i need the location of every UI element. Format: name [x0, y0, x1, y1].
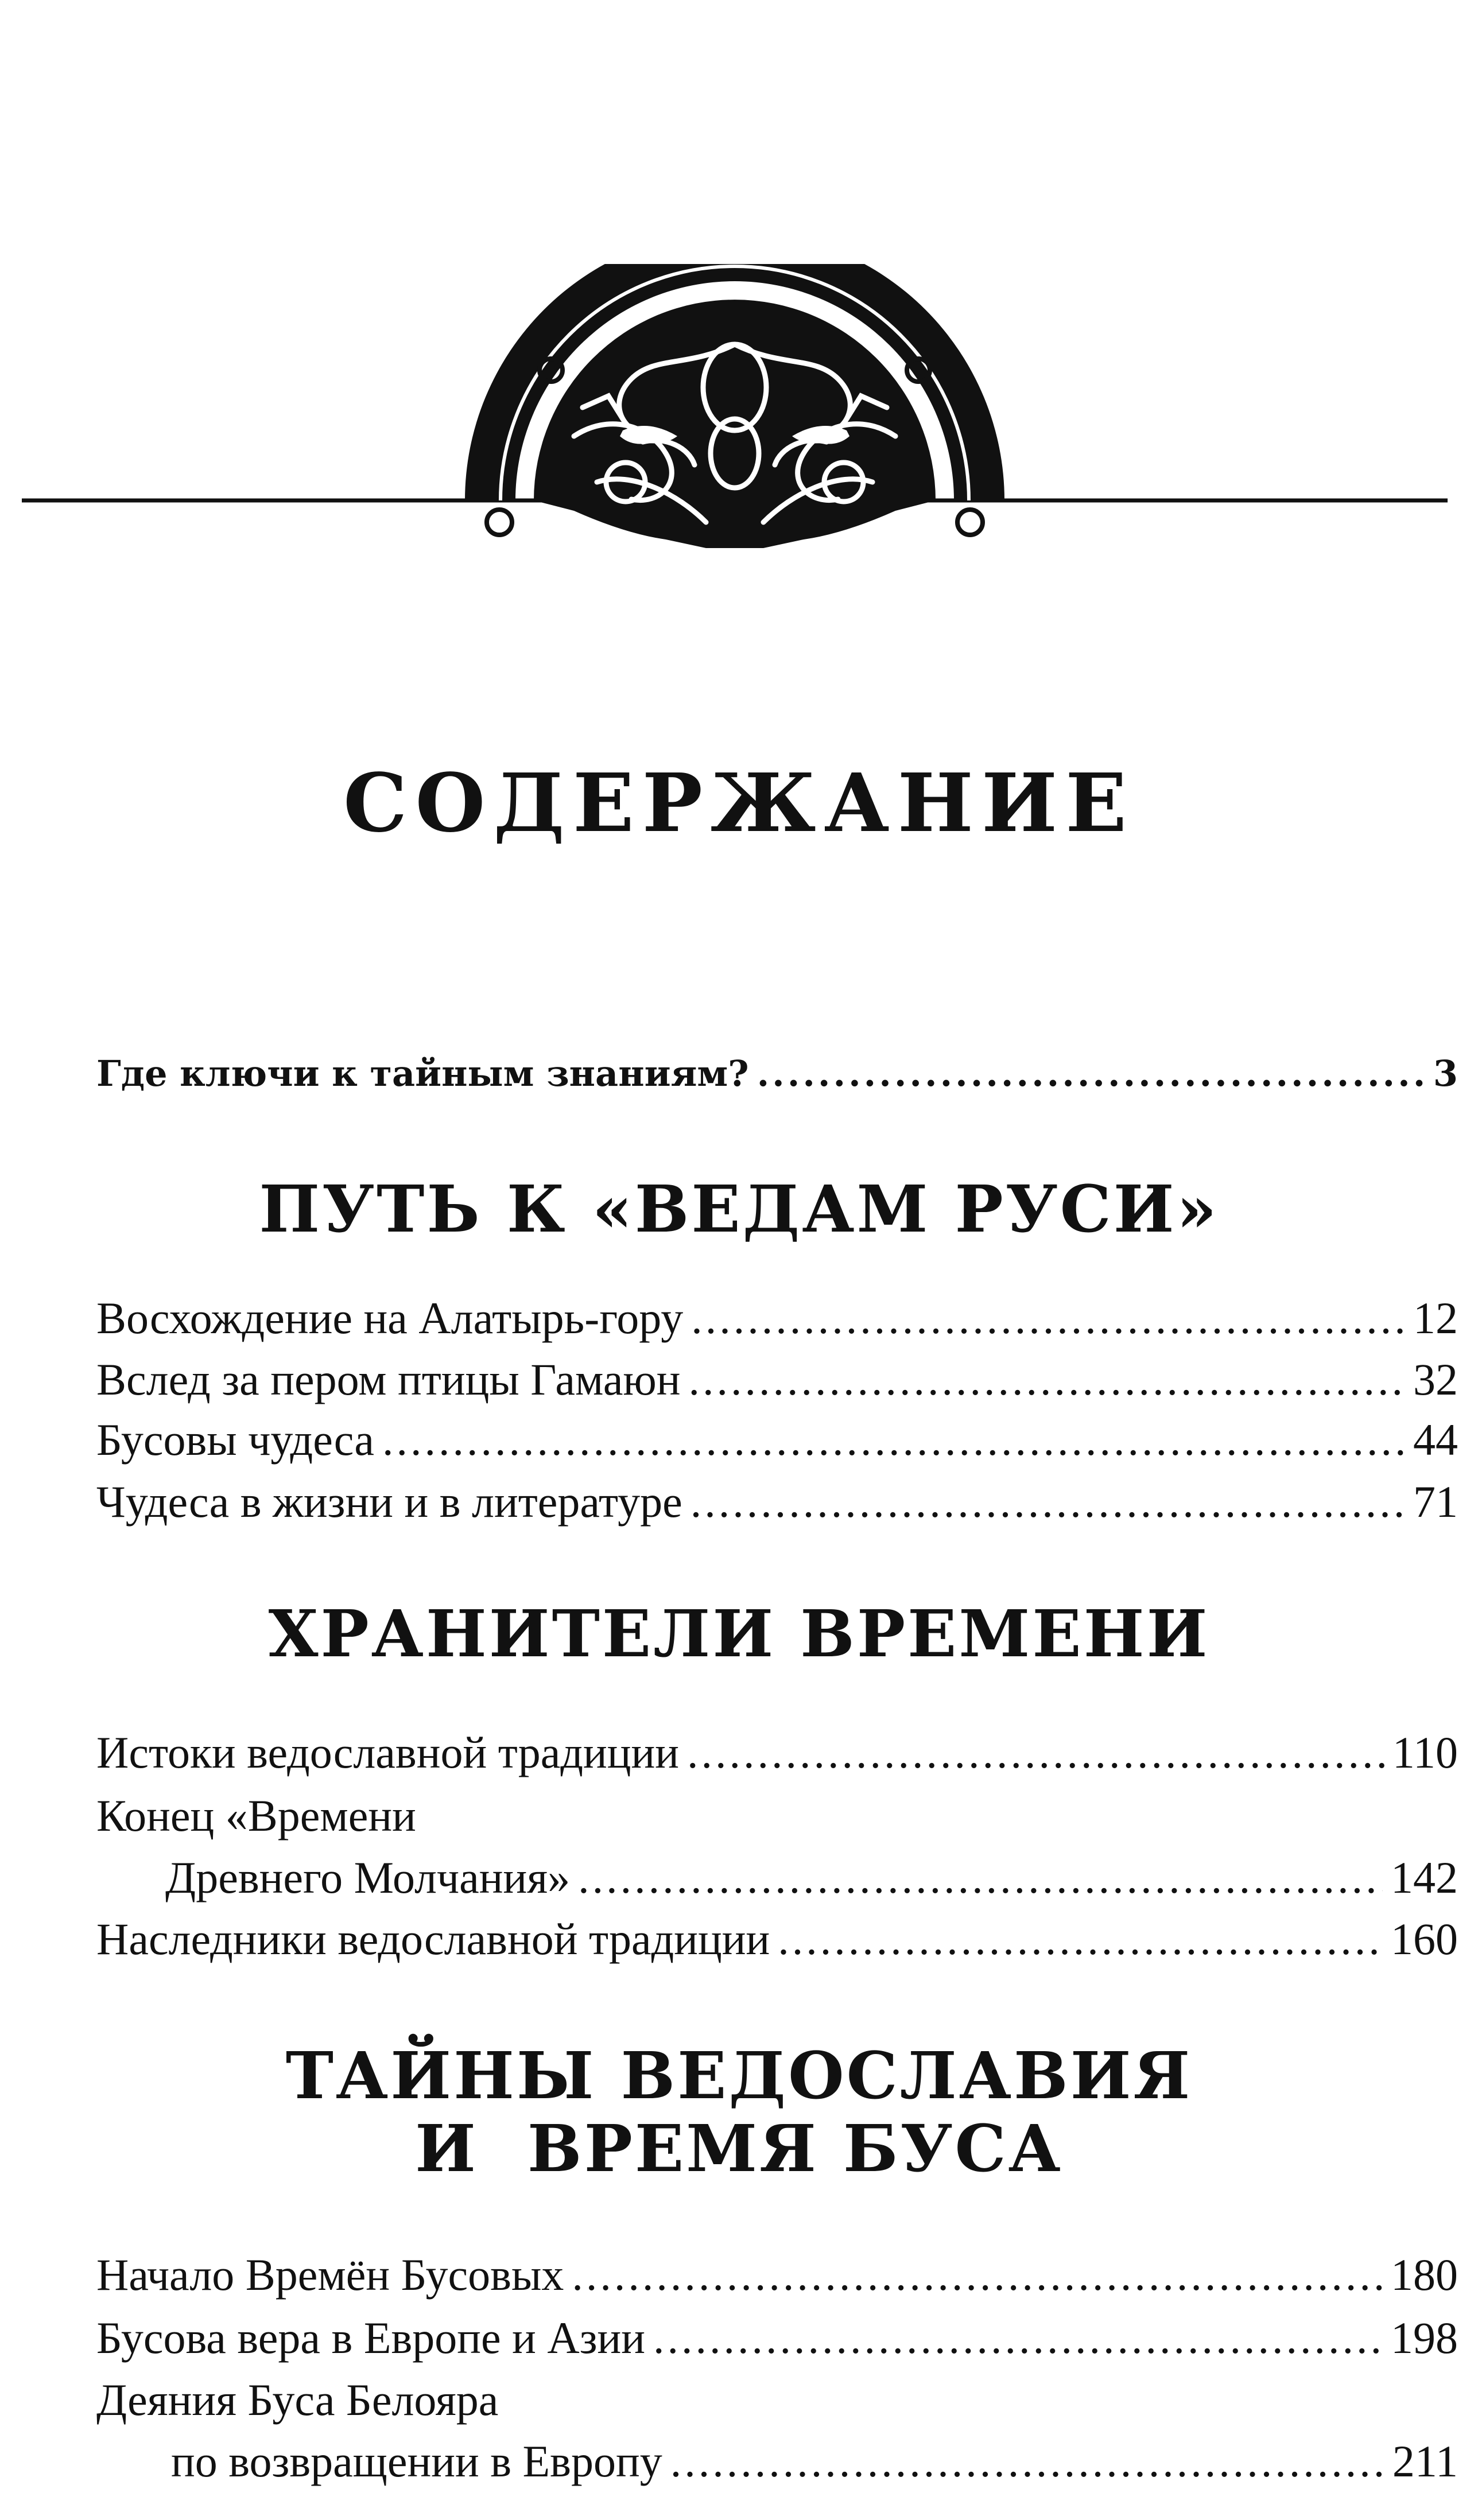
toc-entry[interactable] [96, 1477, 1458, 1527]
dot-leader [690, 1480, 1405, 1524]
toc-entry-page: 71 [1413, 1477, 1458, 1527]
toc-entry[interactable] [96, 1914, 1458, 1964]
section-title-line: ПУТЬ К «ВЕДАМ РУСИ» [259, 1172, 1219, 1247]
toc-entry-label: Наследники ведославной традиции [96, 1914, 770, 1964]
page-title: СОДЕРЖАНИЕ [343, 756, 1135, 851]
header-ornament [0, 264, 1478, 562]
toc-entry-label: Древнего Молчания» [165, 1853, 571, 1902]
toc-entry-label: Начало Времён Бусовых [96, 2250, 564, 2300]
toc-entry[interactable] [96, 2313, 1458, 2363]
toc-entry[interactable] [96, 1415, 1458, 1465]
dot-leader [578, 1855, 1383, 1900]
toc-entry-page: 211 [1392, 2436, 1458, 2486]
toc-entry-label-line1[interactable]: Деяния Буса Белояра [96, 2375, 499, 2425]
toc-entry-page: 180 [1391, 2250, 1458, 2300]
section-title-line: ТАЙНЫ ВЕДОСЛАВИЯ [285, 2038, 1193, 2114]
toc-entry-intro[interactable] [96, 1053, 1458, 1094]
celtic-knot-arch-ornament-icon [0, 264, 1478, 562]
section-title [0, 1174, 1478, 1247]
toc-entry-page: 3 [1433, 1053, 1458, 1094]
toc-entry-label: Восхождение на Алатырь-гору [96, 1293, 684, 1343]
toc-entry-page: 160 [1391, 1914, 1458, 1964]
toc-entry[interactable] [165, 1855, 1458, 1900]
section-title-line: ХРАНИТЕЛИ ВРЕМЕНИ [268, 1597, 1210, 1672]
section-title-line: И ВРЕМЯ БУСА [415, 2111, 1063, 2187]
section-title [0, 1598, 1478, 1671]
toc-entry-label: по возвращении в Европу [171, 2436, 662, 2486]
dot-leader [757, 1056, 1425, 1092]
dot-leader [687, 1730, 1384, 1775]
toc-entry[interactable] [171, 2436, 1458, 2486]
section-title [0, 2040, 1478, 2185]
dot-leader [670, 2439, 1384, 2484]
toc-entry-label: Бусовы чудеса [96, 1415, 374, 1465]
toc-entry-label: Где ключи к тайным знаниям? [96, 1053, 749, 1094]
toc-entry-label: Чудеса в жизни и в литературе [96, 1477, 682, 1527]
toc-entry-page: 198 [1391, 2313, 1458, 2363]
dot-leader [653, 2316, 1383, 2360]
toc-entry-page: 12 [1413, 1293, 1458, 1343]
dot-leader [778, 1917, 1383, 1962]
toc-entry-page: 110 [1392, 1727, 1458, 1777]
dot-leader [382, 1418, 1405, 1462]
toc-entry-label: Истоки ведославной традиции [96, 1727, 680, 1777]
dot-leader [691, 1296, 1405, 1341]
dot-leader [688, 1357, 1405, 1402]
toc-entry[interactable] [96, 1727, 1458, 1777]
toc-entry-page: 32 [1413, 1354, 1458, 1404]
dot-leader [572, 2253, 1383, 2297]
toc-entry[interactable] [96, 1293, 1458, 1343]
toc-entry[interactable] [96, 1354, 1458, 1404]
toc-entry-label-line1[interactable]: Конец «Времени [96, 1791, 416, 1841]
toc-entry[interactable] [96, 2250, 1458, 2300]
toc-entry-label: Бусова вера в Европе и Азии [96, 2313, 646, 2363]
toc-entry-page: 142 [1391, 1853, 1458, 1902]
toc-entry-page: 44 [1413, 1415, 1458, 1465]
toc-entry-label: Вслед за пером птицы Гамаюн [96, 1354, 681, 1404]
